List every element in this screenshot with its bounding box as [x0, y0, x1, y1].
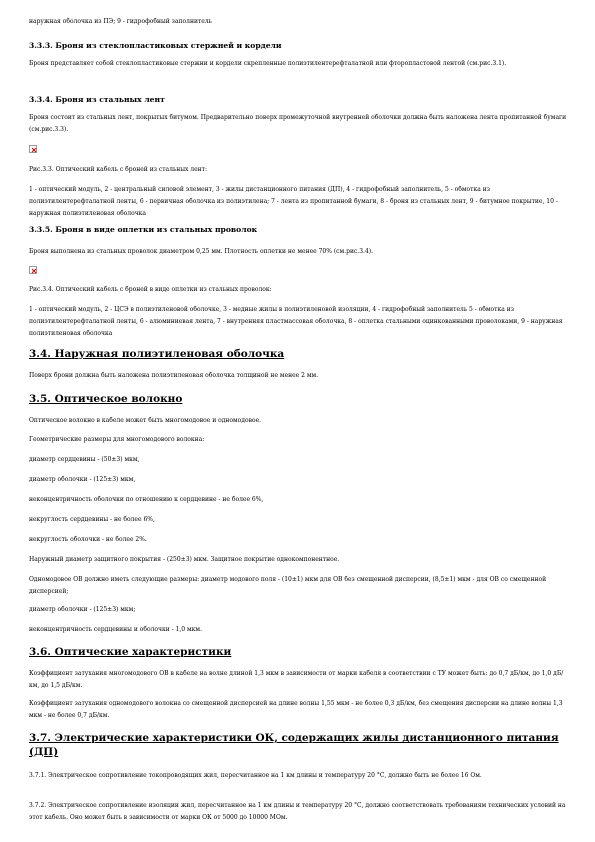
paragraph-steel-braid: Броня выполнена из стальных проволок диаметром 0,25 мм. Плотность оплетки не менее 70% (см.рис.3.4).	[29, 248, 374, 255]
heading-3-3-4-steel-tape: 3.3.4. Броня из стальных лент	[29, 95, 165, 104]
paragraph-multimode-geometry: Геометрические размеры для многомодового волокна:	[29, 436, 205, 443]
paragraph-coating-diameter: Наружный диаметр защитного покрытия - (250±3) мкм. Защитное покрытие однокомпонентное.	[29, 556, 340, 563]
paragraph-fiber-types: Оптическое волокно в кабеле может быть многомодовое и одномодовое.	[29, 417, 262, 424]
figure-caption-3-4: Рис.3.4. Оптический кабель с броней в виде оплетки из стальных проволок:	[29, 286, 272, 293]
figure-legend-3-3: 1 - оптический модуль, 2 - центральный силовой элемент, 3 - жилы дистанционного питания (ДП), 4 - гидрофобный заполнитель, 5 - обмотка из полиэтилентерефталатной ленты, 6 - первичная оболочка из полиэтилена; 7 - лента из пропитанной бумаги, 8 - броня из стальных лент, 9 - битумное покрытие, 10 - наружная полиэтиленовая оболочка	[29, 186, 558, 217]
paragraph-cladding-noncircularity: некруглость оболочки - не более 2%.	[29, 536, 147, 543]
section-heading-3-7: 3.7. Электрические характеристики ОК, содержащих жилы дистанционного питания (ДП)	[29, 732, 559, 758]
paragraph-sm-concentricity: неконцентричность сердцевины и оболочки - 1,0 мкм.	[29, 626, 202, 633]
broken-image-icon	[29, 145, 37, 153]
paragraph-multimode-attenuation: Коэффициент затухания многомодового ОВ в кабеле на волне длиной 1,3 мкм в зависимости от марки кабеля в соответствии с ТУ может быть: до 0,7 дБ/км, до 1,0 дБ/км, до 1,5 дБ/км.	[29, 670, 564, 689]
paragraph-steel-tape: Броня состоит из стальных лент, покрытых битумом. Предварительно поверх промежуточной внутренней оболочки должна быть наложена лента пропитанной бумаги (см.рис.3.3).	[29, 114, 567, 133]
heading-3-3-5-steel-braid: 3.3.5. Броня в виде оплетки из стальных проволок	[29, 225, 258, 234]
paragraph-sm-cladding-diameter: диаметр оболочки - (125±3) мкм;	[29, 606, 136, 613]
paragraph-3-7-2: 3.7.2. Электрическое сопротивление изоляции жил, пересчитанное на 1 км длины и температуру 20 °С, должно соответствовать требованиям технических условий на этот кабель. Оно может быть в зависимости от марки ОК от 5000 до 10000 МОм.	[29, 802, 566, 821]
heading-3-3-3-glass-rods: 3.3.3. Броня из стеклопластиковых стержней и кордели	[29, 41, 282, 50]
section-heading-3-4: 3.4. Наружная полиэтиленовая оболочка	[29, 348, 285, 360]
paragraph-singlemode-geometry: Одномодовое ОВ должно иметь следующие размеры: диаметр модового поля - (10±1) мкм для ОВ без смещенной дисперсии, (8,5±1) мкм - для ОВ со смещенной дисперсией;	[29, 576, 547, 595]
figure-caption-3-3: Рис.3.3. Оптический кабель с броней из стальных лент:	[29, 166, 207, 173]
broken-image-icon	[29, 266, 37, 274]
paragraph-glass-rods: Броня представляет собой стеклопластиковые стержни и кордели скрепленные полиэтилентерефталатной или фторопластовой лентой (см.рис.3.1).	[29, 60, 507, 67]
paragraph-outer-sheath: Поверх брони должна быть наложена полиэтиленовая оболочка толщиной не менее 2 мм.	[29, 372, 319, 379]
section-heading-3-6: 3.6. Оптические характеристики	[29, 646, 232, 658]
paragraph-cladding-diameter: диаметр оболочки - (125±3) мкм,	[29, 476, 136, 483]
paragraph-core-noncircularity: некруглость сердцевины - не более 6%,	[29, 516, 155, 523]
paragraph-singlemode-attenuation: Коэффициент затухания одномодового волокна со смещенной дисперсией на длине волны 1,55 мкм - не более 0,3 дБ/км, без смещения дисперсии на длине волны 1,3 мкм - не более 0,7 дБ/км.	[29, 700, 563, 719]
figure-legend-3-4: 1 - оптический модуль, 2 - ЦСЭ в полиэтиленовой оболочке, 3 - медные жилы в полиэтиленовой изоляции, 4 - гидрофобный заполнитель 5 - обмотка из полиэтилентерефталатной ленты, 6 - алюминиевая лента, 7 - внутренняя пластмассовая оболочка, 8 - оплетка стальными оцинкованными проволоками, 9 - наружная полиэтиленовая оболочка	[29, 306, 563, 337]
paragraph-concentricity: неконцентричность оболочки по отношению к сердцевине - не более 6%,	[29, 496, 264, 503]
paragraph-core-diameter: диаметр сердцевины - (50±3) мкм,	[29, 456, 140, 463]
paragraph-top: наружная оболочка из ПЭ; 9 - гидрофобный заполнитель	[29, 18, 212, 25]
paragraph-3-7-1: 3.7.1. Электрическое сопротивление токопроводящих жил, пересчитанное на 1 км длины и температуру 20 °С, должно быть не более 16 Ом.	[29, 772, 482, 779]
section-heading-3-5: 3.5. Оптическое волокно	[29, 393, 183, 405]
